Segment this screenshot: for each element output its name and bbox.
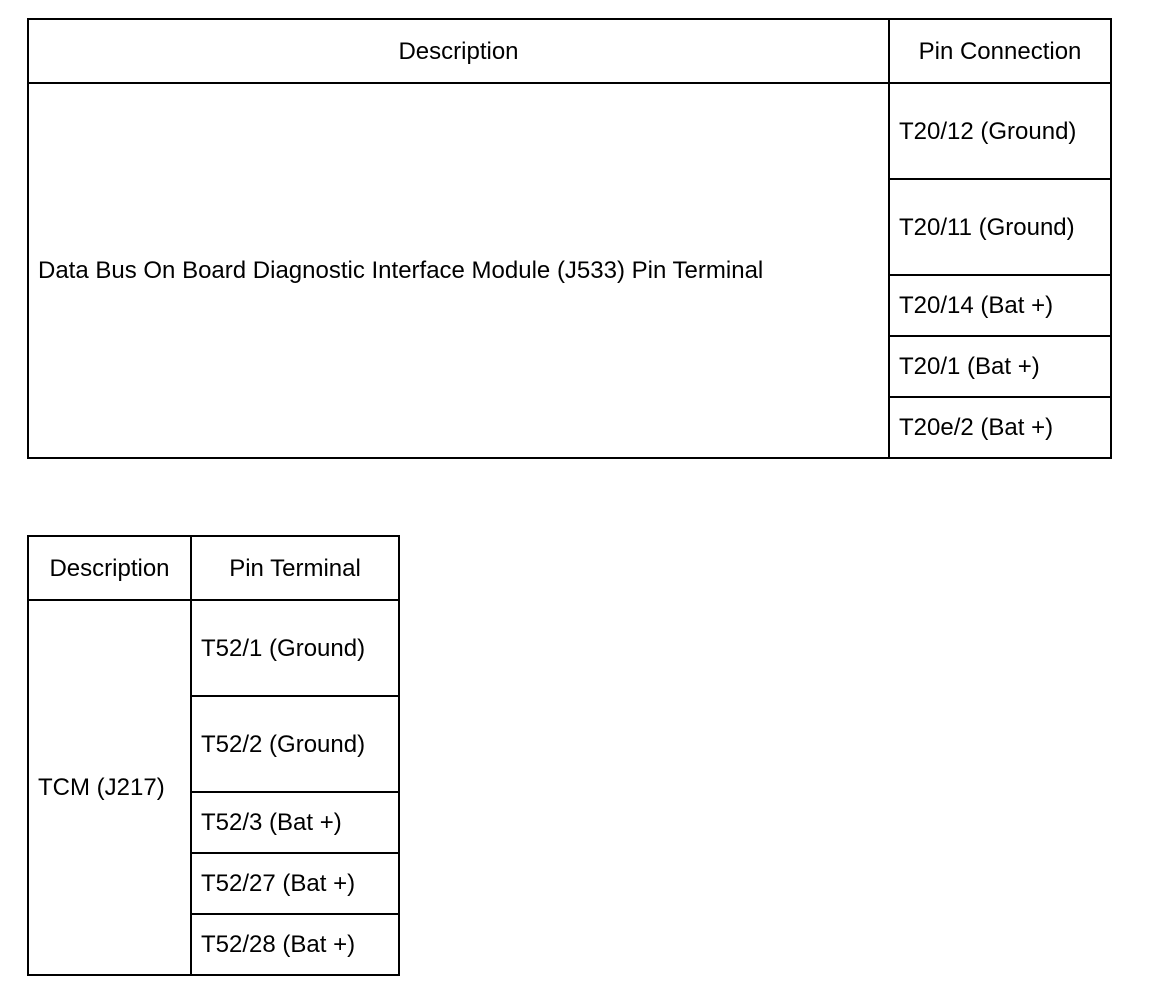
pin-cell: T52/2 (Ground) [191, 696, 399, 792]
pin-cell: T20/1 (Bat +) [889, 336, 1111, 397]
pin-cell: T52/28 (Bat +) [191, 914, 399, 975]
tcm-pin-table [27, 535, 400, 976]
pin-cell: T52/3 (Bat +) [191, 792, 399, 853]
pin-cell: T20/12 (Ground) [889, 83, 1111, 179]
pin-cell: T52/27 (Bat +) [191, 853, 399, 914]
pin-connection-header: Pin Connection [889, 19, 1111, 83]
tcm-description-cell: TCM (J217) [28, 600, 191, 975]
pin-cell: T20/14 (Bat +) [889, 275, 1111, 336]
pin-cell: T52/1 (Ground) [191, 600, 399, 696]
module-description-cell: Data Bus On Board Diagnostic Interface Module (J533) Pin Terminal [28, 83, 889, 458]
pin-cell: T20e/2 (Bat +) [889, 397, 1111, 458]
obd-module-pin-table [27, 18, 1112, 459]
pin-terminal-header: Pin Terminal [191, 536, 399, 600]
pin-cell: T20/11 (Ground) [889, 179, 1111, 275]
description-header: Description [28, 536, 191, 600]
description-header: Description [28, 19, 889, 83]
